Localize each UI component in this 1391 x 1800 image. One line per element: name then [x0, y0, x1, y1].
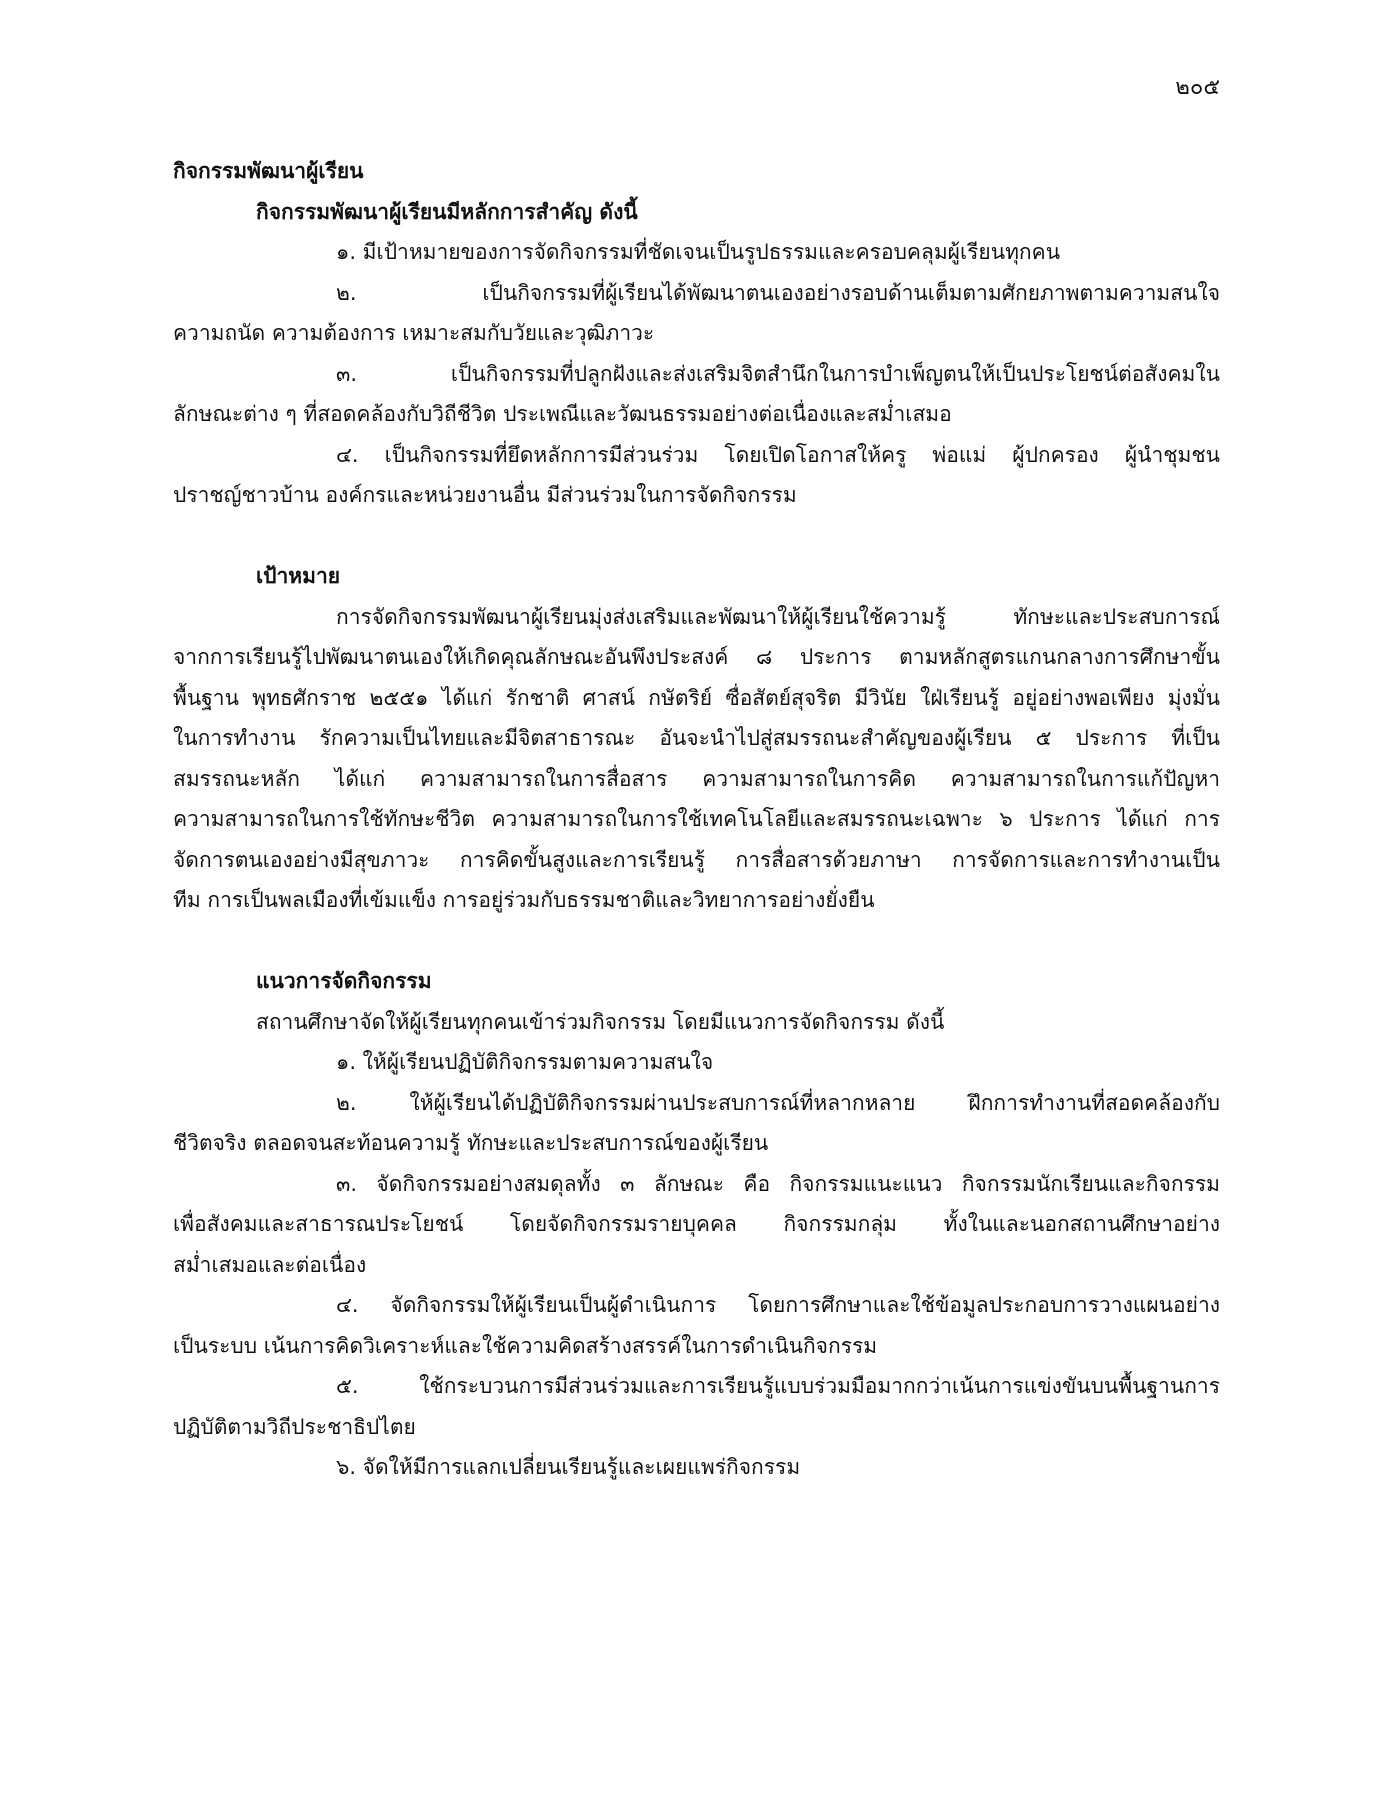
- spacer: [173, 516, 1220, 557]
- list-item: ๒. ให้ผู้เรียนได้ปฏิบัติกิจกรรมผ่านประสบการณ์ที่หลากหลาย ฝึกการทำงานที่สอดคล้องกับ: [336, 1090, 1220, 1115]
- list-item: ๔. เป็นกิจกรรมที่ยึดหลักการมีส่วนร่วม โดยเปิดโอกาสให้ครู พ่อแม่ ผู้ปกครอง ผู้นำชุมชน: [336, 442, 1220, 467]
- paragraph-line: พื้นฐาน พุทธศักราช ๒๕๕๑ ได้แก่ รักชาติ ศาสน์ กษัตริย์ ซื่อสัตย์สุจริต มีวินัย ใฝ่เรียนรู้ อยู่อย่างพอเพียง มุ่งมั่น: [173, 685, 1220, 710]
- list-item: ๑. ให้ผู้เรียนปฏิบัติกิจกรรมตามความสนใจ: [336, 1050, 714, 1074]
- list-item-continuation: เป็นระบบ เน้นการคิดวิเคราะห์และใช้ความคิดสร้างสรรค์ในการดำเนินกิจกรรม: [173, 1333, 878, 1358]
- list-item-continuation: เพื่อสังคมและสาธารณประโยชน์ โดยจัดกิจกรรมรายบุคคล กิจกรรมกลุ่ม ทั้งในและนอกสถานศึกษาอย่าง: [173, 1212, 1220, 1236]
- page-number: ๒๐๕: [1175, 75, 1220, 100]
- section-title: กิจกรรมพัฒนาผู้เรียน: [173, 159, 364, 183]
- list-item-continuation: ชีวิตจริง ตลอดจนสะท้อนความรู้ ทักษะและประสบการณ์ของผู้เรียน: [173, 1131, 769, 1155]
- list-item: ๔. จัดกิจกรรมให้ผู้เรียนเป็นผู้ดำเนินการ โดยการศึกษาและใช้ข้อมูลประกอบการวางแผนอย่าง: [336, 1293, 1220, 1317]
- list-item-continuation: ความถนัด ความต้องการ เหมาะสมกับวัยและวุฒิภาวะ: [173, 321, 655, 345]
- paragraph-line: ทีม การเป็นพลเมืองที่เข้มแข็ง การอยู่ร่วมกับธรรมชาติและวิทยาการอย่างยั่งยืน: [173, 888, 875, 912]
- list-item-continuation: ปราชญ์ชาวบ้าน องค์กรและหน่วยงานอื่น มีส่วนร่วมในการจัดกิจกรรม: [173, 483, 797, 507]
- section-title: เป้าหมาย: [256, 564, 341, 588]
- paragraph-line: จัดการตนเองอย่างมีสุขภาวะ การคิดขั้นสูงและการเรียนรู้ การสื่อสารด้วยภาษา การจัดการและการทำงานเป็น: [173, 847, 1220, 872]
- paragraph-line: ความสามารถในการใช้ทักษะชีวิต ความสามารถในการใช้เทคโนโลยีและสมรรถนะเฉพาะ ๖ ประการ ได้แก่ การ: [173, 807, 1220, 831]
- paragraph-line: จากการเรียนรู้ไปพัฒนาตนเองให้เกิดคุณลักษณะอันพึงประสงค์ ๘ ประการ ตามหลักสูตรแกนกลางการศึกษาขั้น: [173, 645, 1220, 669]
- list-item: ๓. เป็นกิจกรรมที่ปลูกฝังและส่งเสริมจิตสำนึกในการบำเพ็ญตนให้เป็นประโยชน์ต่อสังคมใน: [336, 361, 1220, 386]
- spacer: [173, 921, 1220, 962]
- list-item-continuation: ลักษณะต่าง ๆ ที่สอดคล้องกับวิถีชีวิต ประเพณีและวัฒนธรรมอย่างต่อเนื่องและสม่ำเสมอ: [173, 402, 952, 426]
- paragraph-line: สมรรถนะหลัก ได้แก่ ความสามารถในการสื่อสาร ความสามารถในการคิด ความสามารถในการแก้ปัญหา: [173, 766, 1220, 791]
- list-item: ๖. จัดให้มีการแลกเปลี่ยนเรียนรู้และเผยแพร่กิจกรรม: [336, 1455, 801, 1479]
- document-body: [173, 151, 1220, 1488]
- list-item: ๕. ใช้กระบวนการมีส่วนร่วมและการเรียนรู้แบบร่วมมือมากกว่าเน้นการแข่งขันบนพื้นฐานการ: [336, 1374, 1220, 1398]
- list-item: ๓. จัดกิจกรรมอย่างสมดุลทั้ง ๓ ลักษณะ คือ กิจกรรมแนะแนว กิจกรรมนักเรียนและกิจกรรม: [336, 1171, 1220, 1196]
- list-item: ๒. เป็นกิจกรรมที่ผู้เรียนได้พัฒนาตนเองอย่างรอบด้านเต็มตามศักยภาพตามความสนใจ: [336, 280, 1220, 305]
- list-item-continuation: ปฏิบัติตามวิถีประชาธิปไตย: [173, 1414, 416, 1439]
- section-intro: สถานศึกษาจัดให้ผู้เรียนทุกคนเข้าร่วมกิจกรรม โดยมีแนวการจัดกิจกรรม ดังนี้: [256, 1009, 945, 1034]
- section-title: แนวการจัดกิจกรรม: [256, 969, 432, 993]
- list-item-continuation: สม่ำเสมอและต่อเนื่อง: [173, 1252, 367, 1277]
- section-subtitle: กิจกรรมพัฒนาผู้เรียนมีหลักการสำคัญ ดังนี้: [256, 199, 638, 224]
- paragraph-line: ในการทำงาน รักความเป็นไทยและมีจิตสาธารณะ อันจะนำไปสู่สมรรถนะสำคัญของผู้เรียน ๕ ประการ ที่เป็น: [173, 726, 1220, 750]
- list-item: ๑. มีเป้าหมายของการจัดกิจกรรมที่ชัดเจนเป็นรูปธรรมและครอบคลุมผู้เรียนทุกคน: [336, 240, 1061, 264]
- paragraph-line: การจัดกิจกรรมพัฒนาผู้เรียนมุ่งส่งเสริมและพัฒนาให้ผู้เรียนใช้ความรู้ ทักษะและประสบการณ์: [336, 604, 1220, 629]
